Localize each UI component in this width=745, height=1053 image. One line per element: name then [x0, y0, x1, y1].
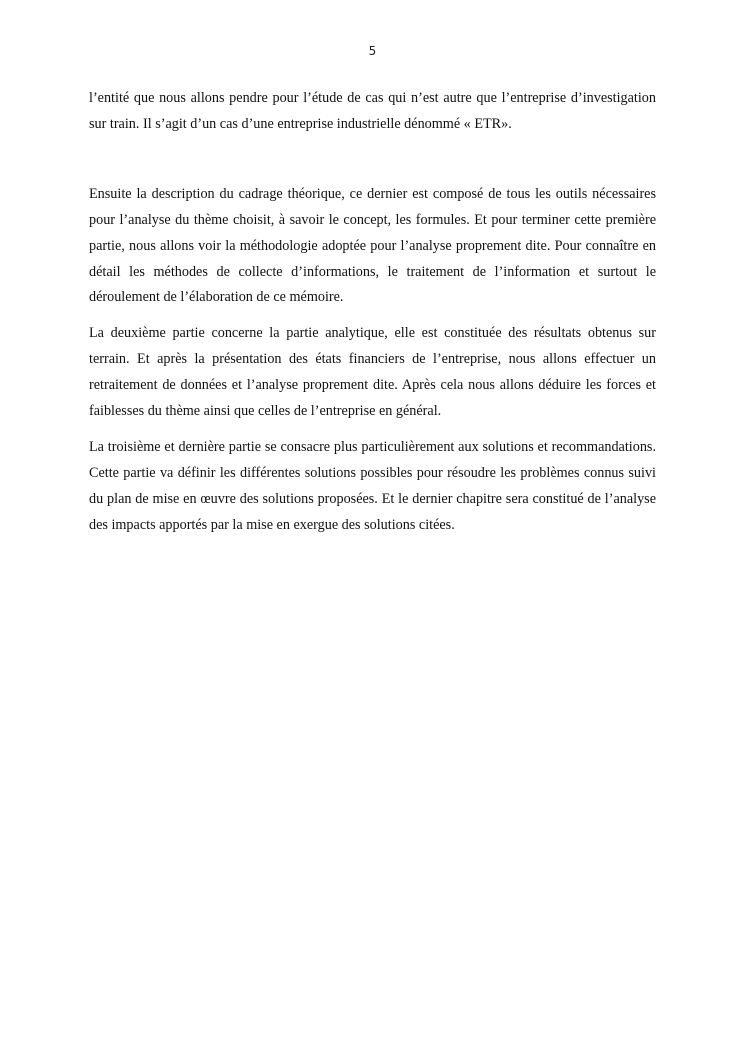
document-body: [89, 86, 656, 539]
paragraph-intro-continuation: l’entité que nous allons pendre pour l’étude de cas qui n’est autre que l’entreprise d’investigation sur train. Il s’agit d’un cas d’une entreprise industrielle dénommé « ETR».: [89, 90, 656, 132]
paragraph-second-part: La deuxième partie concerne la partie analytique, elle est constituée des résultats obtenus sur terrain. Et après la présentation des états financiers de l’entreprise, nous allons effectuer un retraitement de données et l’analyse proprement dite. Après cela nous allons déduire les forces et faiblesses du thème ainsi que celles de l’entreprise en général.: [89, 325, 656, 420]
page-number: 5: [368, 44, 377, 58]
paragraph-third-part: La troisième et dernière partie se consacre plus particulièrement aux solutions et recommandations. Cette partie va définir les différentes solutions possibles pour résoudre les problèmes connus suivi du plan de mise en œuvre des solutions proposées. Et le dernier chapitre sera constitué de l’analyse des impacts apportés par la mise en exergue des solutions citées.: [89, 438, 656, 533]
paragraph-theoretical-framework: Ensuite la description du cadrage théorique, ce dernier est composé de tous les outils nécessaires pour l’analyse du thème choisit, à savoir le concept, les formules. Et pour terminer cette première partie, nous allons voir la méthodologie adoptée pour l’analyse proprement dite. Pour connaître en détail les méthodes de collecte d’informations, le traitement de l’information et surtout le déroulement de l’élaboration de ce mémoire.: [89, 185, 656, 306]
